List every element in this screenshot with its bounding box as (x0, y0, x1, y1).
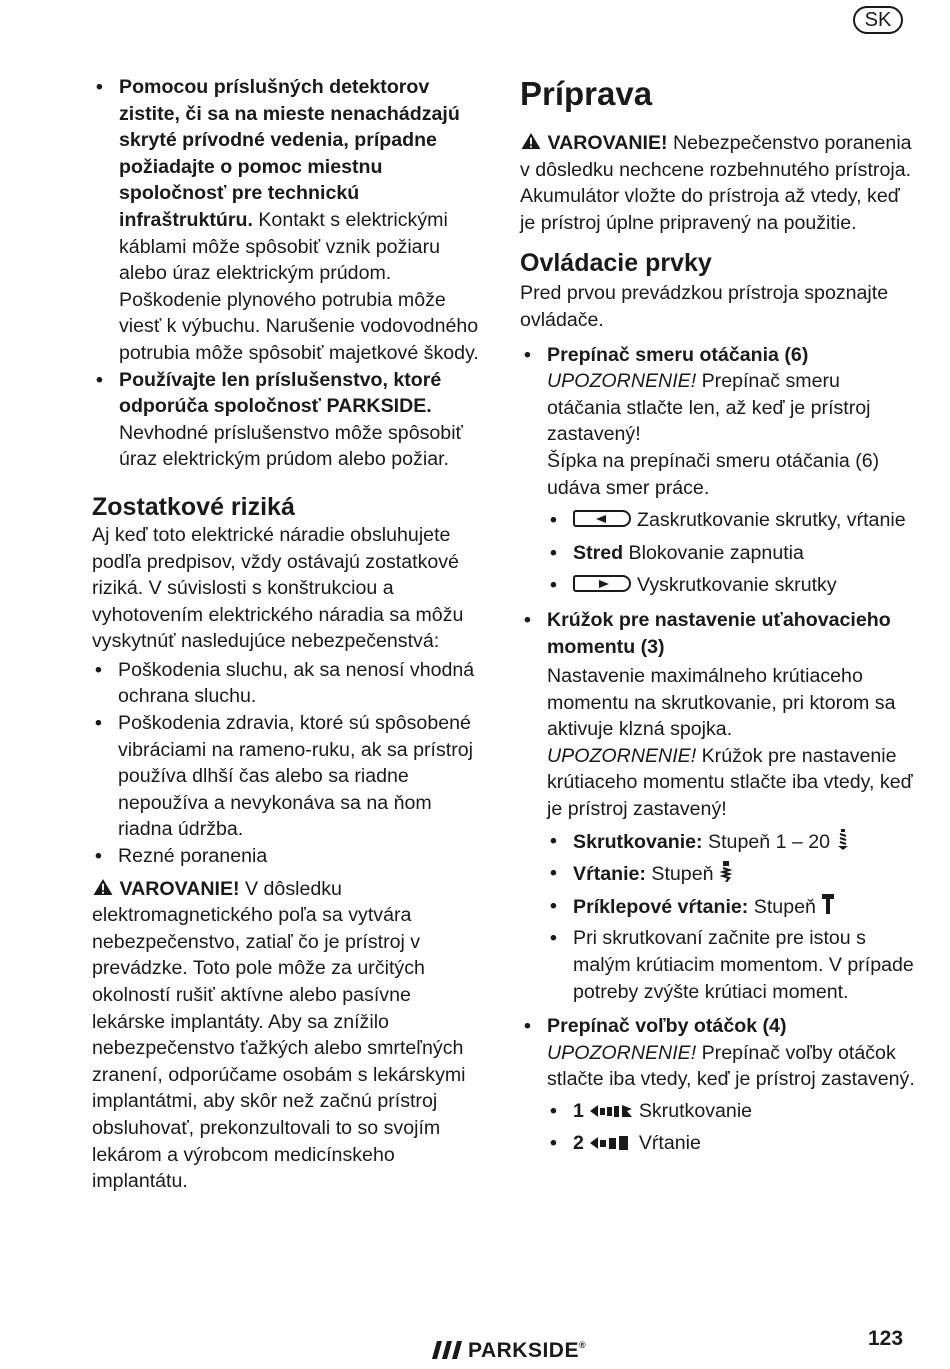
option-bold: Stred (573, 541, 624, 564)
brand-stripes-icon (432, 1341, 462, 1359)
drill-bit-icon (719, 860, 733, 882)
direction-desc: Šípka na prepínači smeru otáčania (6) udáva smer práce. (547, 449, 880, 499)
left-column (92, 72, 484, 1195)
direction-switch-title: • Prepínač smeru otáčania (6) (547, 343, 809, 366)
language-badge: SK (853, 6, 903, 34)
list-item: • Pri skrutkovaní začnite pre istou s malým krútiacim momentom. V prípade potreby zvýšte krútiaci moment. (547, 925, 915, 1005)
screw-icon (836, 828, 850, 850)
warning-triangle-icon (92, 878, 114, 896)
arrow-left-switch-icon (573, 510, 631, 527)
torque-ring-title: • Krúžok pre nastavenie uťahovacieho momentu (3) (547, 608, 891, 658)
option-bold: Skrutkovanie: (573, 830, 703, 853)
option-text: Stupeň (748, 895, 816, 918)
residual-risks-heading: Zostatkové riziká (92, 492, 295, 521)
arrow-right-switch-icon (573, 575, 631, 592)
brand-logo (432, 1332, 587, 1362)
bullet-text: Nevhodné príslušenstvo môže spôsobiť úraz elektrickým prúdom alebo požiar. (119, 421, 463, 471)
direction-options (547, 507, 915, 599)
list-item (547, 540, 915, 567)
torque-options (547, 828, 915, 1006)
list-item: • Rezné poranenia (92, 843, 484, 870)
option-text: Skrutkovanie (638, 1100, 753, 1122)
note-label: UPOZORNENIE! (547, 744, 697, 767)
list-item (547, 860, 915, 888)
option-text: Vŕtanie (638, 1131, 701, 1154)
bullet-bold-text: Pomocou príslušných detektorov zistite, či sa na mieste nenachádzajú skryté prívodné vedenia, prípadne požiadajte o pomoc miestnu spoločnosť pre technickú infraštruktúru. (119, 76, 460, 231)
bullet-bold-text: Používajte len príslušenstvo, ktoré odporúča spoločnosť PARKSIDE. (119, 368, 442, 418)
brand-name: PARKSIDE (468, 1339, 579, 1362)
list-item (520, 342, 915, 599)
safety-bullets (92, 74, 484, 473)
warning-triangle-icon (520, 132, 542, 150)
list-item (547, 507, 915, 534)
option-text: Stupeň 1 – 20 (702, 830, 831, 853)
option-text: Blokovanie zapnutia (623, 541, 804, 564)
option-text: Vyskrutkovanie skrutky (637, 574, 837, 597)
preparation-warning (520, 130, 915, 236)
list-item: • Poškodenia zdravia, ktoré sú spôsobené vibráciami na rameno-ruku, ak sa prístroj používa dlhší čas alebo sa riadne nepoužíva a nevykonáva sa na ňom riadna údržba. (92, 710, 484, 843)
note-label: UPOZORNENIE! (547, 370, 697, 393)
warning-label: VAROVANIE! (119, 877, 240, 900)
option-bold: Príklepové vŕtanie: (573, 895, 749, 918)
bullet-text: Kontakt s elektrickými káblami môže spôsobiť vznik požiaru alebo úraz elektrickým prúdom. Poškodenie plynového potrubia môže viesť k výbuchu. Narušenie vodovodného potrubia môže spôsobiť majetkové škody. (119, 208, 479, 364)
page-title: Príprava (520, 75, 653, 112)
note-text: Krúžok pre nastavenie krútiaceho momentu stlačte iba vtedy, keď je prístroj zastavený! (547, 744, 913, 821)
list-item (547, 893, 915, 921)
list-item (520, 1013, 915, 1156)
list-item (92, 74, 484, 367)
option-bold: 1 (573, 1100, 584, 1122)
list-item (547, 572, 915, 599)
residual-list (92, 657, 484, 870)
controls-list (520, 342, 915, 1157)
list-item: • Poškodenia sluchu, ak sa nenosí vhodná ochrana sluchu. (92, 657, 484, 710)
low-speed-icon (589, 1103, 633, 1119)
list-item (547, 828, 915, 856)
option-text: Zaskrutkovanie skrutky, vŕtanie (637, 509, 906, 532)
option-bold: 2 (573, 1131, 584, 1154)
list-item (547, 1130, 915, 1157)
list-item (547, 1098, 915, 1125)
list-item (92, 367, 484, 473)
right-column (520, 72, 915, 1156)
high-speed-icon (589, 1135, 633, 1151)
note-label: UPOZORNENIE! (547, 1041, 697, 1064)
option-text: Stupeň (645, 863, 714, 886)
brand-registered-mark: ® (578, 1340, 587, 1350)
emf-warning (92, 876, 484, 1195)
controls-intro: Pred prvou prevádzkou prístroja spoznajte ovládače. (520, 282, 889, 331)
hammer-icon (821, 893, 835, 915)
page-number: 123 (868, 1327, 904, 1350)
note-text: Prepínač voľby otáčok stlačte iba vtedy, keď je prístroj zastavený. (547, 1041, 915, 1091)
list-item (520, 607, 915, 1005)
speed-options (547, 1098, 915, 1156)
torque-desc: Nastavenie maximálneho krútiaceho momentu na skrutkovanie, pri ktorom sa aktivuje klzná spojka. (547, 665, 896, 741)
note-text: Prepínač smeru otáčania stlačte len, až keď je prístroj zastavený! (547, 370, 871, 446)
residual-intro: Aj keď toto elektrické náradie obsluhujete podľa predpisov, vždy ostávajú zostatkové riziká. V súvislosti s konštrukciou a vyhotovením elektrického náradia sa môžu vyskytnúť nasledujúce nebezpečenstvá: (92, 523, 464, 653)
warning-text: V dôsledku elektromagnetického poľa sa vytvára nebezpečenstvo, zatiaľ čo je prístroj v prevádzke. Toto pole môže za určitých okolností rušiť aktívne alebo pasívne lekárske implantáty. Aby sa znížilo nebezpečenstvo ťažkých alebo smrteľných zranení, odporúčame osobám s lekárskymi implantátmi, aby skôr než začnú prístroj obsluhovať, prekonzultovali to so svojím lekárom a výrobcom medicínskeho implantátu. (92, 877, 466, 1193)
speed-switch-title: • Prepínač voľby otáčok (4) (547, 1015, 787, 1038)
option-bold: Vŕtanie: (573, 863, 646, 886)
warning-label: VAROVANIE! (547, 132, 668, 154)
controls-heading: Ovládacie prvky (520, 249, 712, 278)
warning-text: Nebezpečenstvo poranenia v dôsledku nechcene rozbehnutého prístroja. Akumulátor vložte do prístroja až vtedy, keď je prístroj úplne pripravený na použitie. (520, 132, 912, 234)
